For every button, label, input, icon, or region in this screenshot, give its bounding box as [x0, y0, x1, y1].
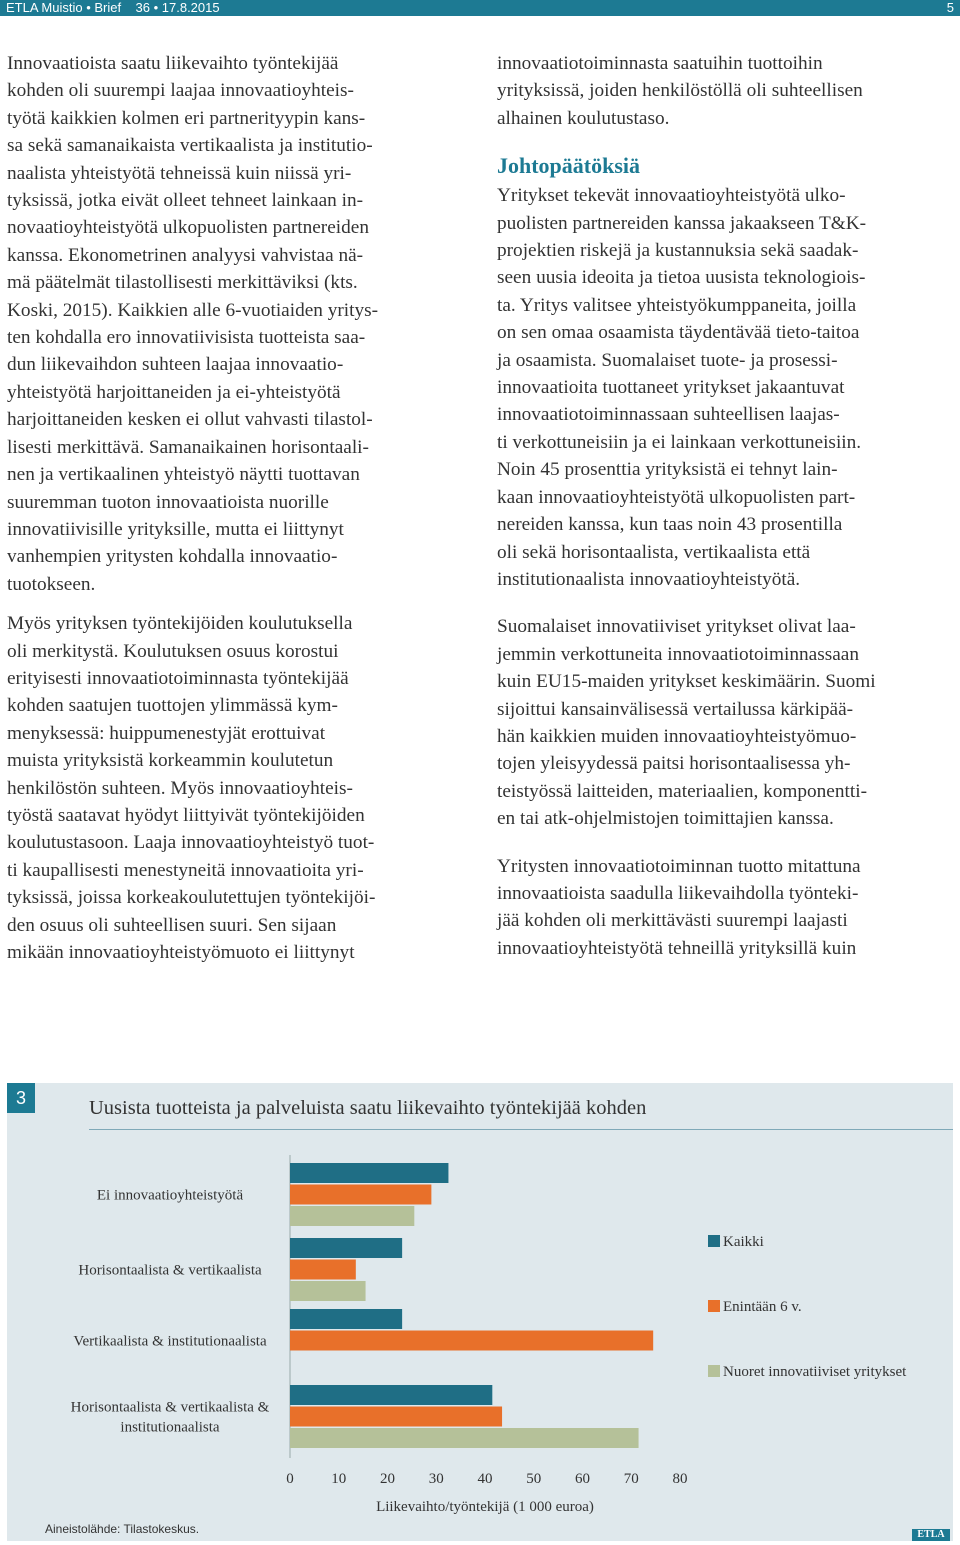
text-line: den osuus oli suhteellisen suuri. Sen sijaan [7, 914, 337, 936]
text-line: alhainen koulutustaso. [497, 107, 670, 129]
text-line: Yritykset tekevät innovaatioyhteistyötä ulko- [497, 185, 846, 207]
x-tick-label: 50 [526, 1471, 542, 1487]
text-line: ti kaupallisesti menestyneitä innovaatioita yri- [7, 859, 364, 881]
text-line: muista yrityksistä korkeammin koulutetun [7, 750, 334, 772]
etla-logo: ETLA [912, 1529, 950, 1541]
text-line: innovaatioyhteistyötä tehneillä yrityksillä kuin [497, 937, 857, 959]
text-line: oli merkitystä. Koulutuksen osuus korostui [7, 640, 339, 662]
text-line: en tai atk-ohjelmistojen toimittajien kanssa. [497, 808, 834, 830]
legend-swatch [708, 1300, 720, 1312]
text-line: innovaatiotoiminnasta saatuihin tuottoihin [497, 53, 823, 74]
paragraph [497, 182, 957, 593]
text-line: naalista yhteistyötä tehneissä kuin niissä yri- [7, 162, 352, 184]
bar-2-3 [290, 1428, 639, 1448]
page-number: 5 [946, 0, 954, 15]
text-line: projektien riskejä ja kustannuksia sekä saadak- [497, 240, 859, 262]
bar-0-2 [290, 1309, 402, 1329]
legend-label: Kaikki [723, 1234, 764, 1250]
text-line: sijoittui kansainvälisessä vertailussa kärkipää- [497, 698, 854, 720]
category-label: institutionaalista [120, 1419, 220, 1436]
text-line: kohden oli suurempi laajaa innovaatioyhteis- [7, 80, 354, 102]
bar-1-3 [290, 1407, 502, 1427]
legend-swatch [708, 1365, 720, 1377]
x-tick-label: 40 [477, 1471, 493, 1487]
text-line: henkilöstön suhteen. Myös innovaatioyhteis- [7, 777, 353, 799]
text-line: puolisten partnereiden kanssa jakaakseen T&K- [497, 212, 867, 234]
text-line: sa sekä samanaikaista vertikaalista ja institutio- [7, 135, 373, 157]
text-line: ja osaamista. Suomalaiset tuote- ja prosessi- [497, 349, 838, 371]
section-heading: Johtopäätöksiä [497, 153, 641, 179]
text-line: innovatiivisille yrityksille, mutta ei liittynyt [7, 518, 344, 540]
text-line: tuotokseen. [7, 573, 96, 595]
text-line: mä päätelmät tilastollisesti merkittäviksi (kts. [7, 272, 358, 294]
text-line: yrityksissä, joiden henkilöstöllä oli suhteellisen [497, 80, 863, 102]
figure-title: Uusista tuotteista ja palveluista saatu liikevaihto työntekijää kohden [89, 1097, 647, 1119]
text-line: teistyössä laitteiden, materiaalien, komponentti- [497, 780, 867, 802]
text-line: harjoittaneiden kesken ei ollut vahvasti tilastol- [7, 409, 373, 431]
text-line: erityisesti innovaatiotoiminnasta työntekijää [7, 667, 349, 689]
text-line: ten kohdalla ero innovatiivisista tuotteista saa- [7, 327, 366, 349]
text-line: koulutustasoon. Laaja innovaatioyhteistyö tuot- [7, 832, 375, 854]
x-tick-label: 60 [575, 1471, 590, 1487]
text-line: jemmin verkottuneita innovaatiotoiminnassaan [497, 643, 859, 665]
text-line: seen uusia ideoita ja tietoa uusista teknologiois- [497, 267, 866, 289]
text-line: suuremman tuoton innovaatioista nuorille [7, 491, 329, 513]
text-line: kaan innovaatioyhteistyötä ulkopuolisten part- [497, 486, 856, 508]
text-line: Myös yrityksen työntekijöiden koulutuksella [7, 613, 353, 635]
text-line: kanssa. Ekonometrinen analyysi vahvistaa nä- [7, 244, 364, 266]
text-line: nen ja vertikaalinen yhteistyö näytti tuottavan [7, 464, 360, 486]
legend-swatch [708, 1235, 720, 1247]
text-line: Noin 45 prosenttia yrityksistä ei tehnyt lain- [497, 459, 838, 481]
x-tick-label: 0 [286, 1471, 294, 1487]
text-line: Suomalaiset innovatiiviset yritykset olivat laa- [497, 616, 856, 638]
text-line: Yritysten innovaatiotoiminnan tuotto mitattuna [497, 855, 861, 877]
paragraph [497, 613, 957, 832]
bar-1-0 [290, 1185, 431, 1205]
bar-0-1 [290, 1238, 402, 1258]
paragraph [497, 853, 957, 963]
bar-2-1 [290, 1281, 366, 1301]
bar-chart [7, 1083, 953, 1541]
text-line: yhteistyötä harjoittaneiden ja ei-yhteistyötä [7, 381, 341, 403]
x-axis-title: Liikevaihto/työntekijä (1 000 euroa) [376, 1499, 594, 1515]
bar-1-1 [290, 1260, 356, 1280]
text-line: tyksissä, jotka eivät olleet tehneet lainkaan in- [7, 190, 364, 212]
text-line: Innovaatioista saatu liikevaihto työntekijää [7, 53, 339, 74]
text-line: menyksessä: huippumenestyjät erottuivat [7, 722, 326, 744]
text-line: mikään innovaatioyhteistyömuoto ei liittynyt [7, 942, 355, 963]
x-tick-label: 70 [623, 1471, 639, 1487]
text-line: innovaatioista saadulla liikevaihdolla työnteki- [497, 882, 859, 904]
text-line: jää kohden oli merkittävästi suurempi laajasti [497, 910, 848, 932]
left-text-column [7, 50, 465, 966]
text-line: lisesti merkittävä. Samanaikainen horisontaali- [7, 436, 369, 458]
text-line: työtä kaikkien kolmen eri partnerityypin kans- [7, 107, 366, 129]
text-line: kuin EU15-maiden yritykset keskimäärin. Suomi [497, 671, 876, 693]
text-line: vanhempien yritysten kohdalla innovaatio- [7, 546, 338, 568]
category-label: Ei innovaatioyhteistyötä [96, 1187, 244, 1204]
text-line: nereiden kanssa, kun taas noin 43 prosentilla [497, 514, 843, 536]
figure-number: 3 [7, 1083, 35, 1113]
text-line: ta. Yritys valitsee yhteistyökumppaneita, joilla [497, 294, 857, 316]
text-line: hän kaikkien muiden innovaatioyhteistyömuo- [497, 725, 857, 747]
bar-0-0 [290, 1163, 448, 1183]
header-bar [0, 0, 960, 16]
category-label: Horisontaalista & vertikaalista & [70, 1399, 270, 1416]
bar-1-2 [290, 1331, 653, 1351]
text-line: kohden saatujen tuottojen ylimmässä kym- [7, 695, 338, 717]
x-tick-label: 80 [672, 1471, 688, 1487]
text-line: innovaatiotoiminnassaan suhteellisen laajas- [497, 404, 840, 426]
text-line: työstä saatavat hyödyt liittyivät työntekijöiden [7, 804, 365, 826]
text-line: Koski, 2015). Kaikkien alle 6-vuotiaiden yritys- [7, 299, 379, 321]
paragraph [497, 50, 957, 132]
text-line: on sen omaa osaamista täydentävää tieto-taitoa [497, 322, 860, 344]
bar-0-3 [290, 1385, 492, 1405]
category-label: Vertikaalista & institutionaalista [73, 1333, 267, 1350]
figure-source: Aineistolähde: Tilastokeskus. [45, 1522, 200, 1536]
header-publication: ETLA Muistio • Brief 36 • 17.8.2015 [6, 0, 220, 15]
text-line: innovaatioita tuottaneet yritykset jakaantuvat [497, 377, 845, 399]
text-line: dun liikevaihdon suhteen laajaa innovaatio- [7, 354, 344, 376]
x-tick-label: 10 [331, 1471, 347, 1487]
paragraph [7, 50, 465, 598]
x-tick-label: 20 [380, 1471, 395, 1487]
text-line: institutionaalista innovaatioyhteistyötä. [497, 568, 801, 590]
bar-2-0 [290, 1206, 414, 1226]
text-line: tojen yleisyydessä paitsi horisontaalisessa yh- [497, 753, 851, 775]
x-tick-label: 30 [428, 1471, 444, 1487]
category-label: Horisontaalista & vertikaalista [78, 1262, 262, 1279]
right-text-column [497, 50, 957, 962]
text-line: novaatioyhteistyötä ulkopuolisten partnereiden [7, 217, 369, 239]
paragraph [7, 610, 465, 966]
legend-label: Nuoret innovatiiviset yritykset [723, 1364, 907, 1380]
figure-3 [7, 1083, 953, 1541]
legend-label: Enintään 6 v. [723, 1299, 802, 1315]
text-line: ti verkottuneisiin ja ei lainkaan verkottuneisiin. [497, 431, 862, 453]
text-line: tyksissä, joissa korkeakoulutettujen työntekijöi- [7, 887, 376, 909]
text-line: oli sekä horisontaalista, vertikaalista että [497, 541, 811, 563]
